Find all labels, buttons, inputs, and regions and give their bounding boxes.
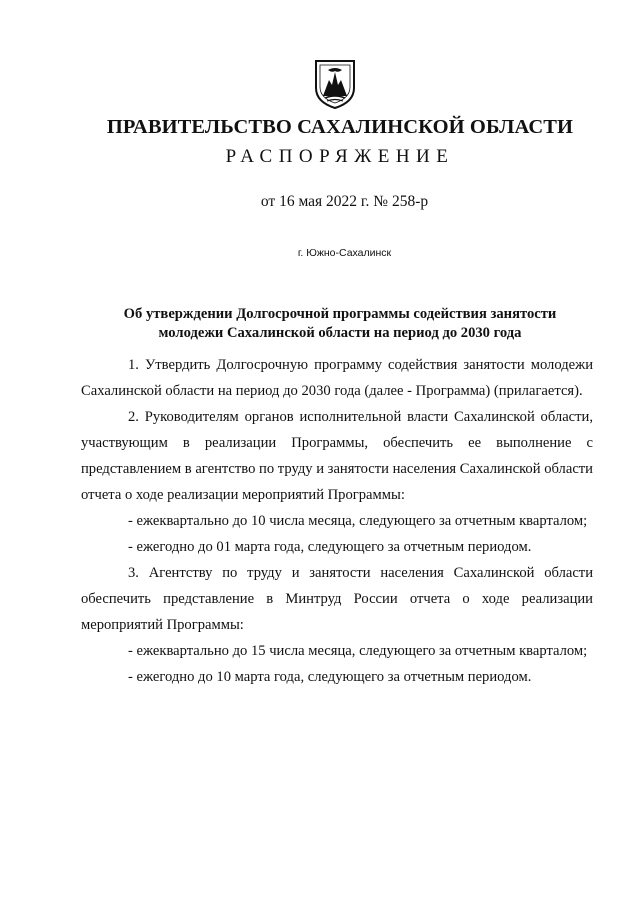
- paragraph-3-item-a: - ежеквартально до 15 числа месяца, следующего за отчетным кварталом;: [128, 643, 588, 659]
- document-date-number: от 16 мая 2022 г. № 258-р: [260, 193, 429, 210]
- heading-line-2: молодежи Сахалинской области на период до 2030 года: [158, 325, 522, 341]
- paragraph-2: 2. Руководителям органов исполнительной власти Сахалинской области, участвующим в реализации Программы, обеспечить ее выполнение с представлением в агентство по труду и занятости населения Сахалинской области отчета о ходе реализации мероприятий Программы:: [81, 409, 593, 503]
- paragraph-3: 3. Агентству по труду и занятости населения Сахалинской области обеспечить представление в Минтруд России отчета о ходе реализации мероприятий Программы:: [81, 565, 593, 633]
- heading-line-1: Об утверждении Долгосрочной программы содействия занятости: [123, 306, 557, 322]
- paragraph-2-item-b: - ежегодно до 01 марта года, следующего за отчетным периодом.: [128, 539, 532, 555]
- document-body: [81, 352, 593, 690]
- paragraph-1: 1. Утвердить Долгосрочную программу содействия занятости молодежи Сахалинской области на период до 2030 года (далее - Программа) (прилагается).: [81, 357, 593, 399]
- document-heading: [60, 305, 620, 343]
- paragraph-3-item-b: - ежегодно до 10 марта года, следующего за отчетным периодом.: [128, 669, 532, 685]
- document-type: РАСПОРЯЖЕНИЕ: [225, 146, 455, 167]
- document-city: г. Южно-Сахалинск: [297, 247, 392, 259]
- sakhalin-coat-of-arms-icon: [313, 58, 357, 110]
- paragraph-2-item-a: - ежеквартально до 10 числа месяца, следующего за отчетным кварталом;: [128, 513, 588, 529]
- organization-title: ПРАВИТЕЛЬСТВО САХАЛИНСКОЙ ОБЛАСТИ: [106, 116, 574, 138]
